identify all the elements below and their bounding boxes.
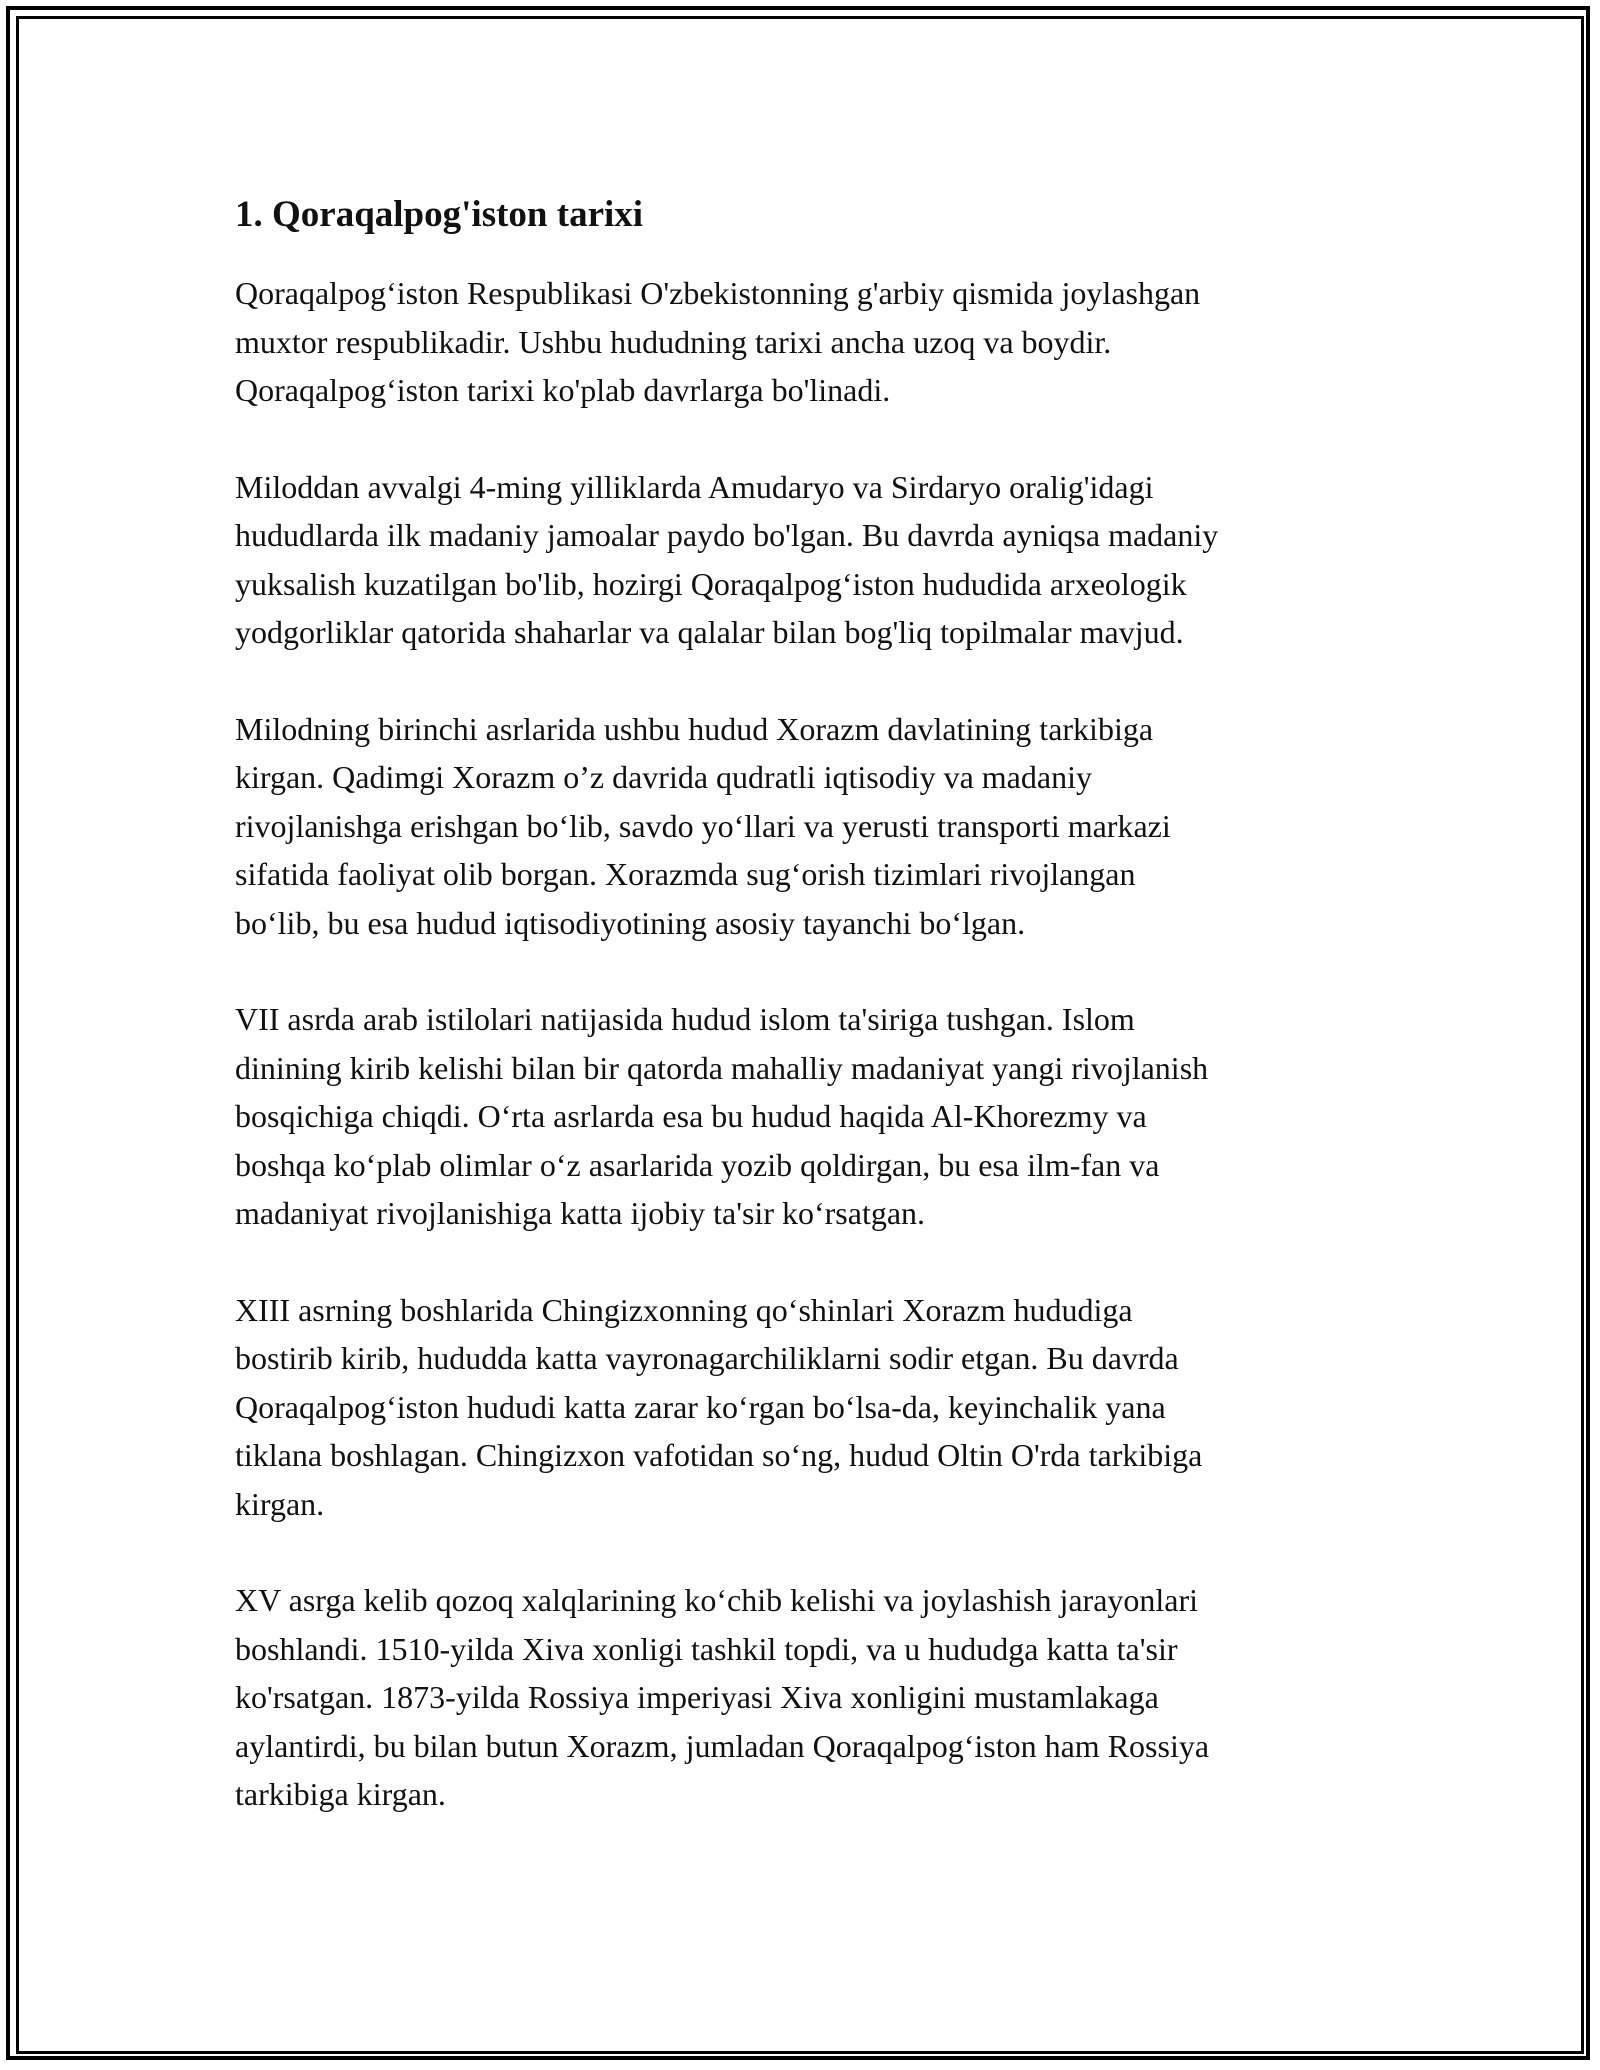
paragraph-line: boshlandi. 1510-yilda Xiva xonligi tashkil topdi, va u hududga katta ta'sir: [235, 1630, 1178, 1667]
paragraph-line: Qoraqalpog‘iston hududi katta zarar ko‘rgan bo‘lsa-da, keyinchalik yana: [235, 1388, 1166, 1425]
paragraph-line: bostirib kirib, hududda katta vayronagarchiliklarni sodir etgan. Bu davrda: [235, 1340, 1179, 1376]
paragraph-line: kirgan. Qadimgi Xorazm o’z davrida qudratli iqtisodiy va madaniy: [235, 759, 1092, 795]
paragraph-line: madaniyat rivojlanishiga katta ijobiy ta'sir ko‘rsatgan.: [235, 1195, 926, 1231]
paragraph-list: [235, 269, 1395, 1819]
paragraph-line: hududlarda ilk madaniy jamoalar paydo bo'lgan. Bu davrda ayniqsa madaniy: [235, 517, 1219, 553]
paragraph-line: Qoraqalpog‘iston tarixi ko'plab davrlarga bo'linadi.: [235, 372, 891, 408]
paragraph: [235, 1286, 1395, 1529]
paragraph-line: yodgorliklar qatorida shaharlar va qalalar bilan bog'liq topilmalar mavjud.: [235, 614, 1184, 650]
paragraph-line: XV asrga kelib qozoq xalqlarining ko‘chib kelishi va joylashish jarayonlari: [235, 1582, 1199, 1618]
paragraph-line: VII asrda arab istilolari natijasida hudud islom ta'siriga tushgan. Islom: [235, 1001, 1135, 1037]
paragraph-line: XIII asrning boshlarida Chingizxonning qo‘shinlari Xorazm hududiga: [235, 1291, 1133, 1328]
paragraph-line: sifatida faoliyat olib borgan. Xorazmda sug‘orish tizimlari rivojlangan: [235, 856, 1136, 892]
paragraph-line: kirgan.: [235, 1485, 325, 1522]
paragraph: [235, 463, 1395, 657]
section-heading: 1. Qoraqalpog'iston tarixi: [235, 194, 644, 235]
paragraph-line: bosqichiga chiqdi. O‘rta asrlarda esa bu hudud haqida Al-Khorezmy va: [235, 1098, 1147, 1134]
paragraph-line: Milodning birinchi asrlarida ushbu hudud Xorazm davlatining tarkibiga: [235, 710, 1154, 747]
paragraph-line: Miloddan avvalgi 4-ming yilliklarda Amudaryo va Sirdaryo oralig'idagi: [235, 468, 1154, 505]
paragraph-line: bo‘lib, bu esa hudud iqtisodiyotining asosiy tayanchi bo‘lgan.: [235, 904, 1026, 941]
paragraph: [235, 705, 1395, 948]
paragraph: [235, 995, 1395, 1238]
paragraph-line: rivojlanishga erishgan bo‘lib, savdo yo‘llari va yerusti transporti markazi: [235, 807, 1171, 844]
paragraph-line: aylantirdi, bu bilan butun Xorazm, jumladan Qoraqalpog‘iston ham Rossiya: [235, 1727, 1210, 1764]
paragraph: [235, 269, 1395, 415]
paragraph-line: tiklana boshlagan. Chingizxon vafotidan so‘ng, hudud Oltin O'rda tarkibiga: [235, 1437, 1203, 1473]
document-body: [235, 185, 1395, 1867]
paragraph-line: dinining kirib kelishi bilan bir qatorda mahalliy madaniyat yangi rivojlanish: [235, 1049, 1209, 1086]
paragraph-line: ko'rsatgan. 1873-yilda Rossiya imperiyasi Xiva xonligini mustamlakaga: [235, 1679, 1159, 1715]
paragraph: [235, 1576, 1395, 1819]
paragraph-line: muxtor respublikadir. Ushbu hududning tarixi ancha uzoq va boydir.: [235, 323, 1112, 360]
paragraph-line: tarkibiga kirgan.: [235, 1776, 446, 1812]
paragraph-line: yuksalish kuzatilgan bo'lib, hozirgi Qoraqalpog‘iston hududida arxeologik: [235, 565, 1187, 602]
paragraph-line: boshqa ko‘plab olimlar o‘z asarlarida yozib qoldirgan, bu esa ilm-fan va: [235, 1146, 1160, 1183]
paragraph-line: Qoraqalpog‘iston Respublikasi O'zbekistonning g'arbiy qismida joylashgan: [235, 275, 1201, 311]
